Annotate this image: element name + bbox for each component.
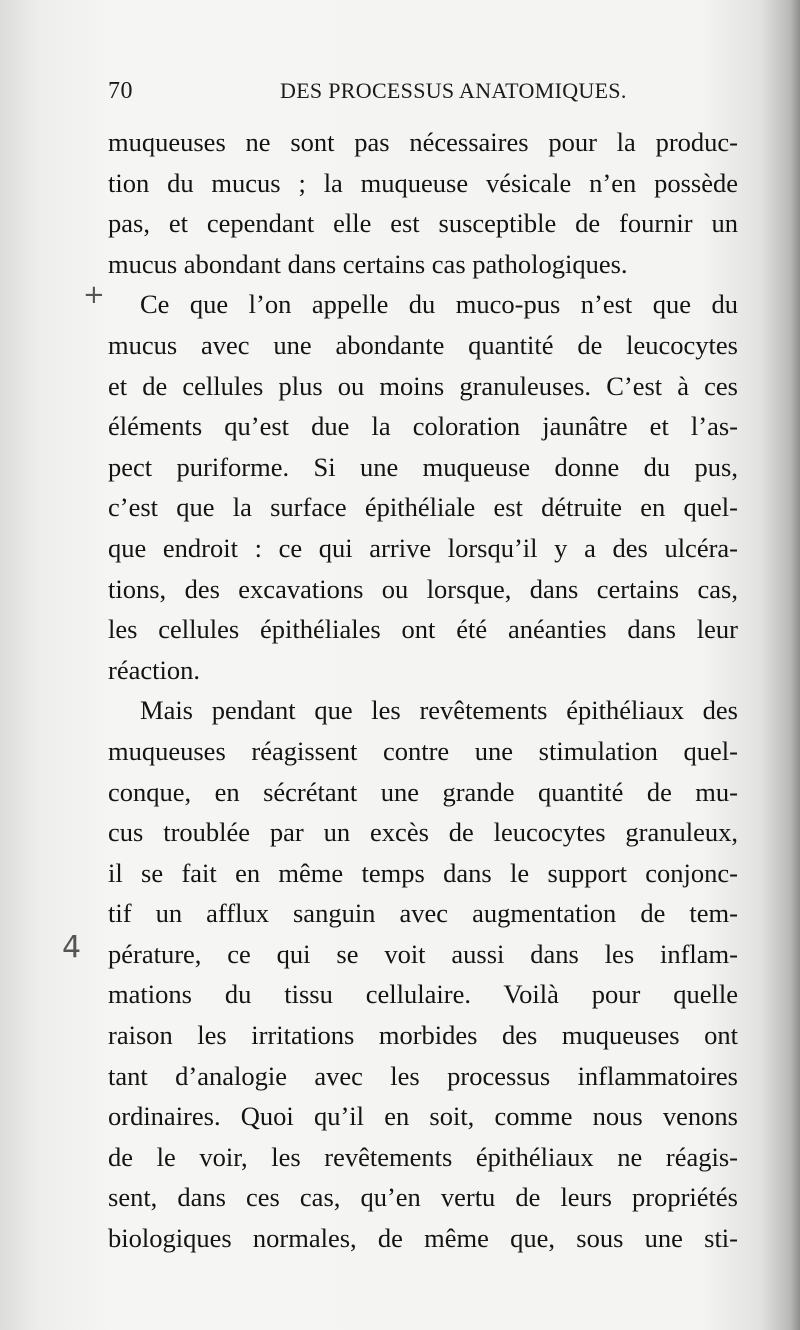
text-line: mucus avec une abondante quantité de leucocytes xyxy=(108,329,738,360)
text-line: tion du mucus ; la muqueuse vésicale n’en possède xyxy=(108,167,738,198)
text-line: Ce que l’on appelle du muco-pus n’est que du xyxy=(140,289,738,320)
text-line: éléments qu’est due la coloration jaunâtre et l’as- xyxy=(108,411,738,442)
text-line: il se fait en même temps dans le support conjonc- xyxy=(108,857,738,888)
text-line: conque, en sécrétant une grande quantité de mu- xyxy=(108,776,738,807)
text-line: pas, et cependant elle est susceptible de fournir un xyxy=(108,208,738,239)
text-line: tant d’analogie avec les processus inflammatoires xyxy=(108,1060,738,1091)
text-line: pect puriforme. Si une muqueuse donne du pus, xyxy=(108,451,738,482)
running-head-title: DES PROCESSUS ANATOMIQUES. xyxy=(280,78,627,103)
text-line: et de cellules plus ou moins granuleuses. C’est à ces xyxy=(108,370,738,401)
text-line: les cellules épithéliales ont été anéanties dans leur xyxy=(108,614,738,645)
margin-pencil-mark: 4 xyxy=(62,930,82,965)
margin-pencil-mark: + xyxy=(83,280,105,310)
running-head xyxy=(108,78,738,114)
text-line: c’est que la surface épithéliale est détruite en quel- xyxy=(108,492,738,523)
body-text xyxy=(108,122,738,1259)
text-line: mucus abondant dans certains cas pathologiques. xyxy=(108,248,628,279)
text-line: réaction. xyxy=(108,654,200,685)
text-line: pérature, ce qui se voit aussi dans les inflam- xyxy=(108,938,738,969)
text-line: sent, dans ces cas, qu’en vertu de leurs propriétés xyxy=(108,1182,738,1213)
text-line: tif un afflux sanguin avec augmentation de tem- xyxy=(108,898,738,929)
text-line: biologiques normales, de même que, sous une sti- xyxy=(108,1223,738,1254)
text-line: tions, des excavations ou lorsque, dans certains cas, xyxy=(108,573,738,604)
text-line: que endroit : ce qui arrive lorsqu’il y a des ulcéra- xyxy=(108,532,738,563)
text-line: raison les irritations morbides des muqueuses ont xyxy=(108,1020,738,1051)
text-line: muqueuses réagissent contre une stimulation quel- xyxy=(108,735,738,766)
text-line: Mais pendant que les revêtements épithéliaux des xyxy=(140,695,738,726)
text-line: de le voir, les revêtements épithéliaux ne réagis- xyxy=(108,1141,738,1172)
page-number: 70 xyxy=(108,78,133,104)
text-line: cus troublée par un excès de leucocytes granuleux, xyxy=(108,817,738,848)
text-line: muqueuses ne sont pas nécessaires pour la produc- xyxy=(108,127,738,157)
text-line: mations du tissu cellulaire. Voilà pour quelle xyxy=(108,979,738,1010)
text-line: ordinaires. Quoi qu’il en soit, comme nous venons xyxy=(108,1101,738,1132)
